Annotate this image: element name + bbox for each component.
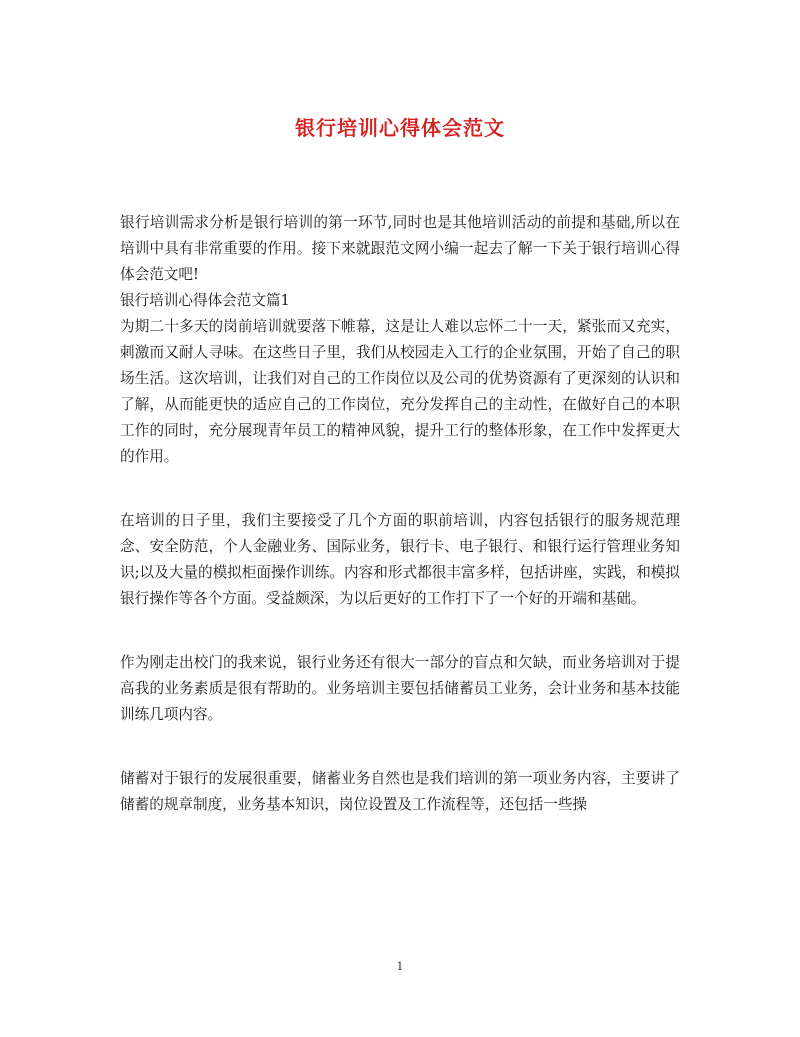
intro-paragraph: 银行培训需求分析是银行培训的第一环节,同时也是其他培训活动的前提和基础,所以在培训中具有非常重要的作用。接下来就跟范文网小编一起去了解一下关于银行培训心得体会范文吧! (120, 214, 680, 283)
paragraph-gap (120, 728, 680, 766)
section-heading: 银行培训心得体会范文篇1 (120, 292, 290, 309)
body-paragraph: 作为刚走出校门的我来说，银行业务还有很大一部分的盲点和欠缺，而业务培训对于提高我的业务素质是很有帮助的。业务培训主要包括储蓄员工业务，会计业务和基本技能训练几项内容。 (120, 654, 680, 723)
page-number: 1 (396, 960, 404, 973)
document-body (120, 210, 680, 818)
paragraph-gap (120, 612, 680, 650)
body-paragraph: 储蓄对于银行的发展很重要，储蓄业务自然也是我们培训的第一项业务内容，主要讲了储蓄的规章制度，业务基本知识，岗位设置及工作流程等，还包括一些操 (120, 770, 680, 813)
body-paragraph: 在培训的日子里，我们主要接受了几个方面的职前培训，内容包括银行的服务规范理念、安全防范，个人金融业务、国际业务，银行卡、电子银行、和银行运行管理业务知识;以及大量的模拟柜面操作训练。内容和形式都很丰富多样，包括讲座，实践，和模拟银行操作等各个方面。受益颇深，为以后更好的工作打下了一个好的开端和基础。 (120, 512, 680, 607)
body-paragraph: 为期二十多天的岗前培训就要落下帷幕，这是让人难以忘怀二十一天，紧张而又充实，刺激而又耐人寻味。在这些日子里，我们从校园走入工行的企业氛围，开始了自己的职场生活。这次培训，让我们对自己的工作岗位以及公司的优势资源有了更深刻的认识和了解，从而能更快的适应自己的工作岗位，充分发挥自己的主动性，在做好自己的本职工作的同时，充分展现青年员工的精神风貌，提升工行的整体形象，在工作中发挥更大的作用。 (120, 318, 680, 465)
paragraph-gap (120, 470, 680, 508)
document-title: 银行培训心得体会范文 (295, 116, 505, 140)
